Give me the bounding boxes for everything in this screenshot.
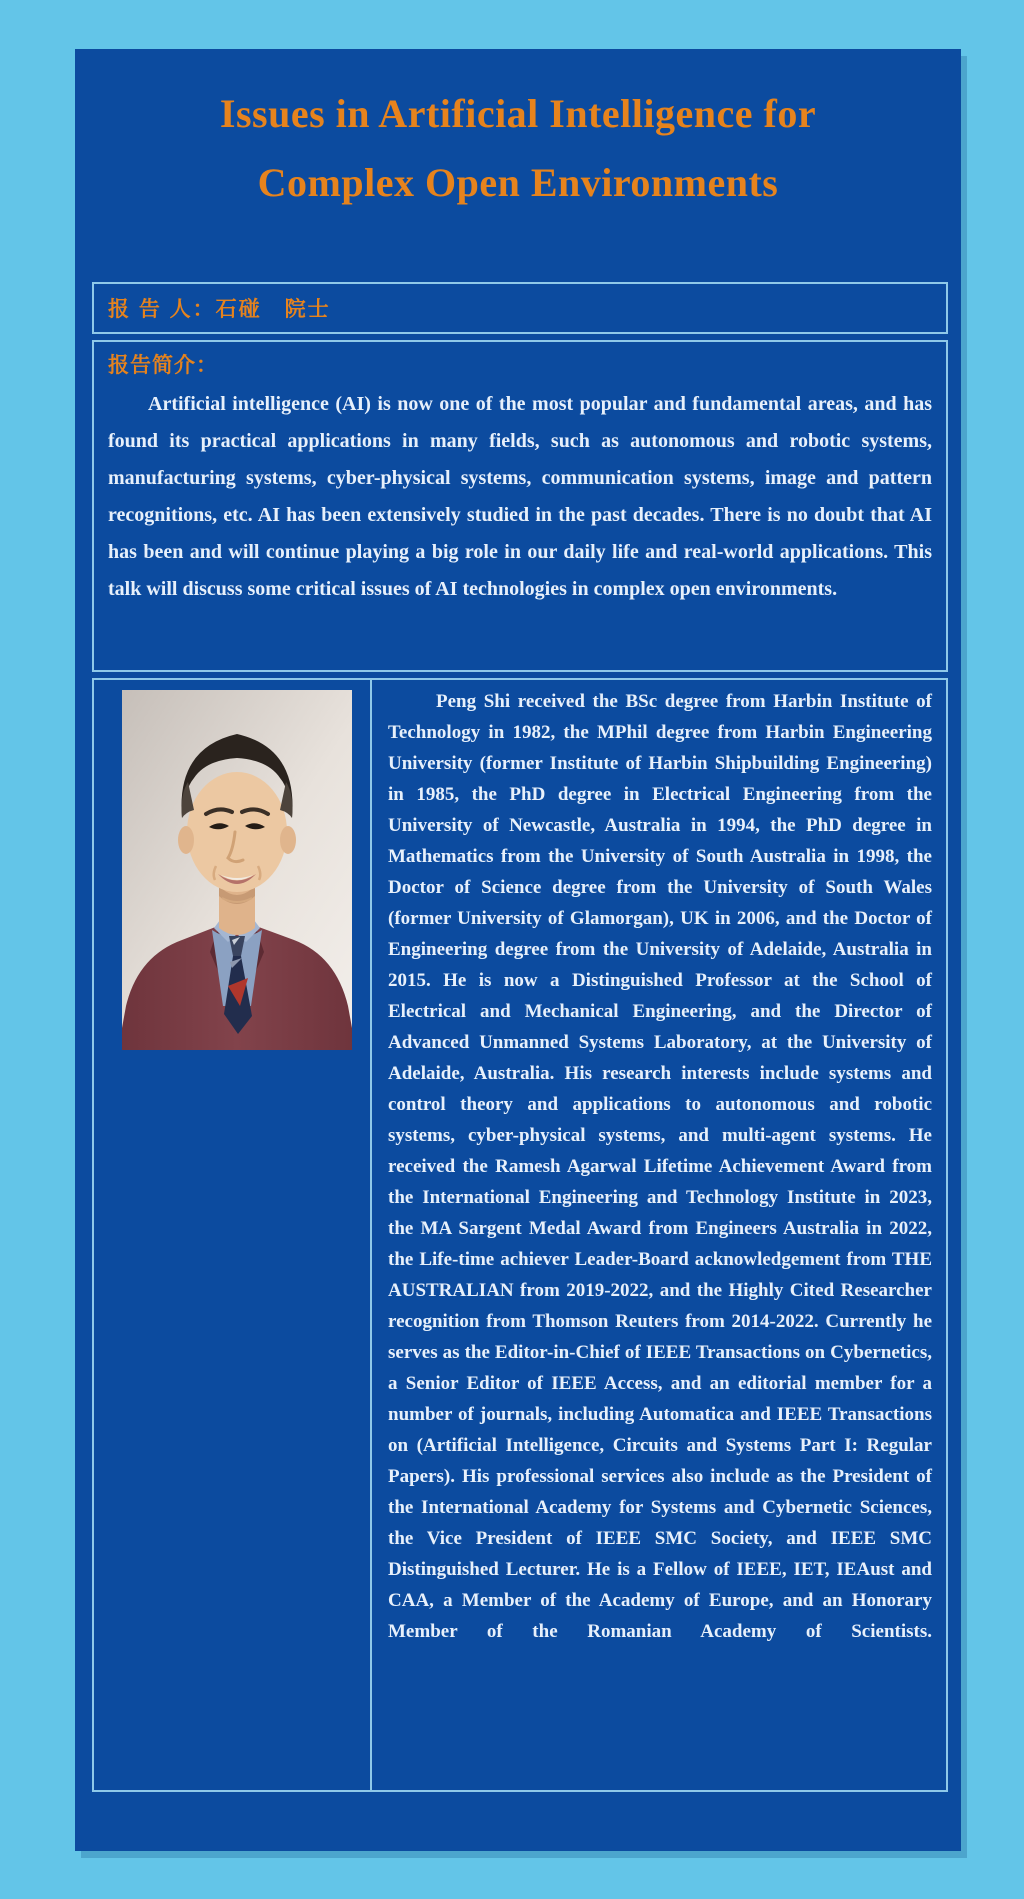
- bio-box: [92, 678, 948, 1792]
- poster-panel: [75, 49, 961, 1851]
- bio-photo-cell: [94, 680, 372, 1790]
- bio-text-cell: [372, 680, 946, 1790]
- poster-title: [75, 49, 961, 217]
- speaker-box: [92, 282, 948, 334]
- speaker-portrait: [122, 690, 352, 1050]
- speaker-portrait-illustration: [122, 690, 352, 1050]
- abstract-text: Artificial intelligence (AI) is now one of the most popular and fundamental areas, and has found its practical applications in many fields, such as autonomous and robotic systems, manufacturing systems, cyber-physical systems, communication systems, image and pattern recognitions, etc. AI has been extensively studied in the past decades. There is no doubt that AI has been and will continue playing a big role in our daily life and real-world applications. This talk will discuss some critical issues of AI technologies in complex open environments.: [108, 393, 932, 600]
- title-line-2: Complex Open Environments: [257, 160, 779, 205]
- abstract-heading: 报告简介：: [108, 354, 218, 377]
- abstract-box: [92, 340, 948, 672]
- title-line-1: Issues in Artificial Intelligence for: [219, 91, 817, 136]
- speaker-label: 报 告 人：石碰 院士: [108, 298, 331, 321]
- bio-text: Peng Shi received the BSc degree from Harbin Institute of Technology in 1982, the MPhil degree from Harbin Engineering University (former Institute of Harbin Shipbuilding Engineering) in 1985, the PhD degree in Electrical Engineering from the University of Newcastle, Australia in 1994, the PhD degree in Mathematics from the University of South Australia in 1998, the Doctor of Science degree from the University of South Wales (former University of Glamorgan), UK in 2006, and the Doctor of Engineering degree from the University of Adelaide, Australia in 2015. He is now a Distinguished Professor at the School of Electrical and Mechanical Engineering, and the Director of Advanced Unmanned Systems Laboratory, at the University of Adelaide, Australia. His research interests include systems and control theory and applications to autonomous and robotic systems, cyber-physical systems, and multi-agent systems. He received the Ramesh Agarwal Lifetime Achievement Award from the International Engineering and Technology Institute in 2023, the MA Sargent Medal Award from Engineers Australia in 2022, the Life-time achiever Leader-Board acknowledgement from THE AUSTRALIAN from 2019-2022, and the Highly Cited Researcher recognition from Thomson Reuters from 2014-2022. Currently he serves as the Editor-in-Chief of IEEE Transactions on Cybernetics, a Senior Editor of IEEE Access, and an editorial member for a number of journals, including Automatica and IEEE Transactions on (Artificial Intelligence, Circuits and Systems Part I: Regular Papers). His professional services also include as the President of the International Academy for Systems and Cybernetic Sciences, the Vice President of IEEE SMC Society, and IEEE SMC Distinguished Lecturer. He is a Fellow of IEEE, IET, IEAust and CAA, a Member of the Academy of Europe, and an Honorary Member of the Romanian Academy of Scientists.: [388, 691, 932, 1642]
